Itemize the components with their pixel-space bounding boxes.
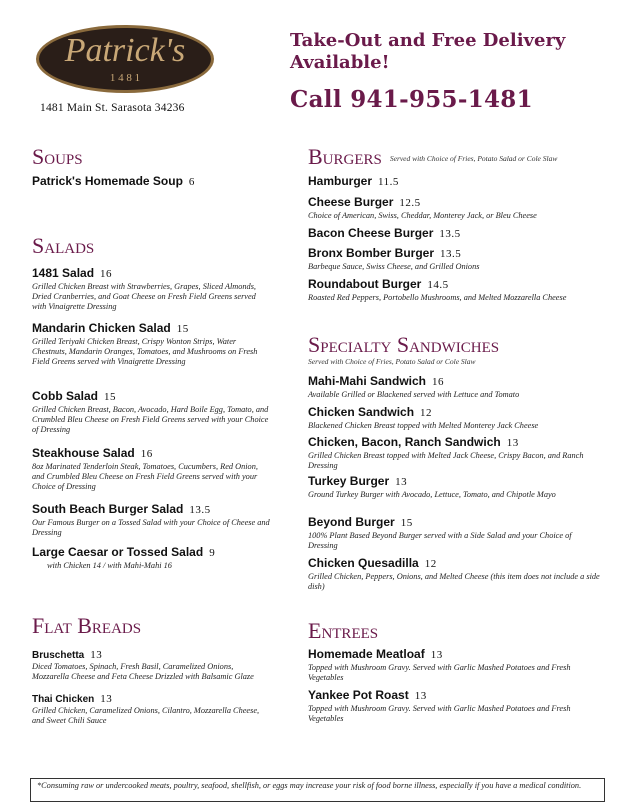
item-description: Grilled Chicken Breast topped with Melted Jack Cheese, Crispy Bacon, and Ranch Dressing [308, 451, 584, 471]
item-description: Topped with Mushroom Gravy. Served with Garlic Mashed Potatoes and Fresh Vegetables [308, 663, 571, 683]
item-name: Chicken, Bacon, Ranch Sandwich [308, 435, 501, 449]
item-price: 13 [395, 476, 408, 488]
section-title-salads: Salads [32, 233, 95, 258]
item-description: Topped with Mushroom Gravy. Served with Garlic Mashed Potatoes and Fresh Vegetables [308, 704, 571, 724]
item-price: 6 [188, 176, 195, 188]
promo-text: Take-Out and Free Delivery Available! [290, 30, 566, 73]
item-description: Grilled Chicken, Peppers, Onions, and Melted Cheese (this item does not include a side dish) [308, 572, 600, 592]
menu-item [32, 649, 272, 682]
section-note: Served with Choice of Fries, Potato Salad or Cole Slaw [389, 153, 558, 163]
item-price: 13 [506, 437, 519, 449]
item-name: Bacon Cheese Burger [308, 226, 434, 240]
item-description: Ground Turkey Burger with Avocado, Lettuce, Tomato, and Chipotle Mayo [308, 490, 556, 499]
logo-name: Patrick's [64, 32, 186, 69]
item-description: 8oz Marinated Tenderloin Steak, Tomatoes, Cucumbers, Red Onion, and Crumbled Bleu Cheese on Fresh Field Greens served with your Choice of Dressing [32, 462, 258, 492]
item-name: Bruschetta [32, 650, 85, 661]
item-description: Grilled Teriyaki Chicken Breast, Crispy Wonton Strips, Water Chestnuts, Mandarin Oranges, Tomatoes, and Mushrooms on Fresh Field Greens served with Vinaigrette Dressing [32, 337, 258, 367]
menu-item [32, 266, 272, 313]
item-description: Blackened Chicken Breast topped with Melted Monterey Jack Cheese [308, 421, 539, 430]
item-name: 1481 Salad [32, 266, 95, 280]
item-name: Roundabout Burger [308, 277, 422, 291]
menu-item [32, 389, 272, 436]
section-note: Served with Choice of Fries, Potato Salad or Cole Slaw [308, 357, 476, 366]
section-title-burgers [308, 145, 557, 171]
item-price: 13 [414, 690, 427, 702]
menu-item [308, 174, 603, 190]
item-description: Roasted Red Peppers, Portobello Mushrooms, and Melted Mozzarella Cheese [308, 293, 567, 302]
item-name: Hamburger [308, 174, 373, 188]
item-price: 13 [430, 649, 443, 661]
item-price: 16 [100, 268, 113, 280]
menu-item [32, 321, 272, 368]
menu-item [308, 647, 603, 683]
item-price: 15 [400, 517, 413, 529]
menu-item [32, 446, 272, 493]
food-safety-disclaimer: *Consuming raw or undercooked meats, poultry, seafood, shellfish, or eggs may increase your risk of food borne illness, especially if you have a medical condition. [30, 778, 605, 802]
item-name: Steakhouse Salad [32, 446, 135, 460]
menu-item [308, 195, 603, 221]
item-price: 12 [424, 558, 437, 570]
item-price: 14.5 [427, 279, 449, 291]
item-price: 11.5 [378, 176, 399, 188]
restaurant-logo [34, 23, 216, 95]
item-name: Chicken Quesadilla [308, 556, 419, 570]
item-price: 16 [140, 448, 153, 460]
item-price: 9 [209, 547, 216, 559]
menu-item [308, 246, 603, 272]
menu-item [308, 435, 603, 471]
menu-item [32, 502, 272, 538]
item-name: Chicken Sandwich [308, 405, 415, 419]
item-name: Cheese Burger [308, 195, 394, 209]
menu-item [308, 405, 603, 431]
menu-item [32, 545, 272, 571]
item-name: Bronx Bomber Burger [308, 246, 435, 260]
item-price: 12.5 [399, 197, 421, 209]
menu-item [308, 277, 603, 303]
item-name: Patrick's Homemade Soup [32, 174, 183, 188]
item-price: 15 [176, 323, 189, 335]
item-price: 13.5 [439, 228, 461, 240]
menu-item [308, 474, 603, 500]
item-description: Available Grilled or Blackened served with Lettuce and Tomato [308, 390, 520, 399]
section-title-entrees: Entrees [308, 618, 379, 643]
item-name: Mandarin Chicken Salad [32, 321, 171, 335]
item-description: Diced Tomatoes, Spinach, Fresh Basil, Caramelized Onions, Mozzarella Cheese and Feta Cheese Drizzled with Balsamic Glaze [32, 662, 254, 682]
menu-item [308, 688, 603, 724]
item-description: Grilled Chicken Breast, Bacon, Avocado, Hard Boile Egg, Tomato, and Crumbled Bleu Cheese on Fresh Field Greens served with your Choice of Dressing [32, 405, 269, 435]
item-description: Grilled Chicken, Caramelized Onions, Cilantro, Mozzarella Cheese, and Sweet Chili Sauce [32, 706, 260, 726]
menu-item [308, 226, 603, 242]
item-name: Cobb Salad [32, 389, 99, 403]
logo-number: 1 4 8 1 [109, 72, 141, 84]
item-price: 13.5 [189, 504, 211, 516]
item-description: Barbeque Sauce, Swiss Cheese, and Grilled Onions [308, 262, 480, 271]
item-name: Mahi-Mahi Sandwich [308, 374, 427, 388]
item-description: Choice of American, Swiss, Cheddar, Monterey Jack, or Bleu Cheese [308, 211, 537, 220]
section-title-specialty-sandwiches: Specialty Sandwiches [308, 332, 500, 357]
item-price: 15 [104, 391, 117, 403]
item-price: 12 [420, 407, 433, 419]
item-name: Yankee Pot Roast [308, 688, 409, 702]
address: 1481 Main St. Sarasota 34236 [40, 102, 185, 114]
menu-item [308, 556, 603, 592]
section-title-soups: Soups [32, 144, 83, 169]
item-name: Beyond Burger [308, 515, 395, 529]
item-description: Our Famous Burger on a Tossed Salad with your Choice of Cheese and Dressing [32, 518, 270, 538]
item-price: 13 [90, 649, 103, 661]
item-name: Thai Chicken [32, 694, 95, 705]
item-name: South Beach Burger Salad [32, 502, 184, 516]
item-add-on-options: with Chicken 14 / with Mahi-Mahi 16 [47, 561, 172, 570]
phone-number[interactable]: Call 941-955-1481 [290, 86, 533, 113]
section-title-flat-breads: Flat Breads [32, 613, 142, 638]
item-description: Grilled Chicken Breast with Strawberries, Grapes, Sliced Almonds, Dried Cranberries, and Goat Cheese on Fresh Field Greens served with Vinaigrette Dressing [32, 282, 256, 312]
section-title-text: Burgers [308, 144, 382, 169]
item-name: Large Caesar or Tossed Salad [32, 545, 204, 559]
item-name: Homemade Meatloaf [308, 647, 425, 661]
menu-item [308, 374, 603, 400]
item-name: Turkey Burger [308, 474, 390, 488]
menu-item [32, 174, 272, 190]
item-description: 100% Plant Based Beyond Burger served with a Side Salad and your Choice of Dressing [308, 531, 572, 551]
menu-item [32, 693, 272, 726]
menu-item [308, 515, 603, 551]
item-price: 16 [432, 376, 445, 388]
item-price: 13 [100, 693, 113, 705]
item-price: 13.5 [440, 248, 462, 260]
